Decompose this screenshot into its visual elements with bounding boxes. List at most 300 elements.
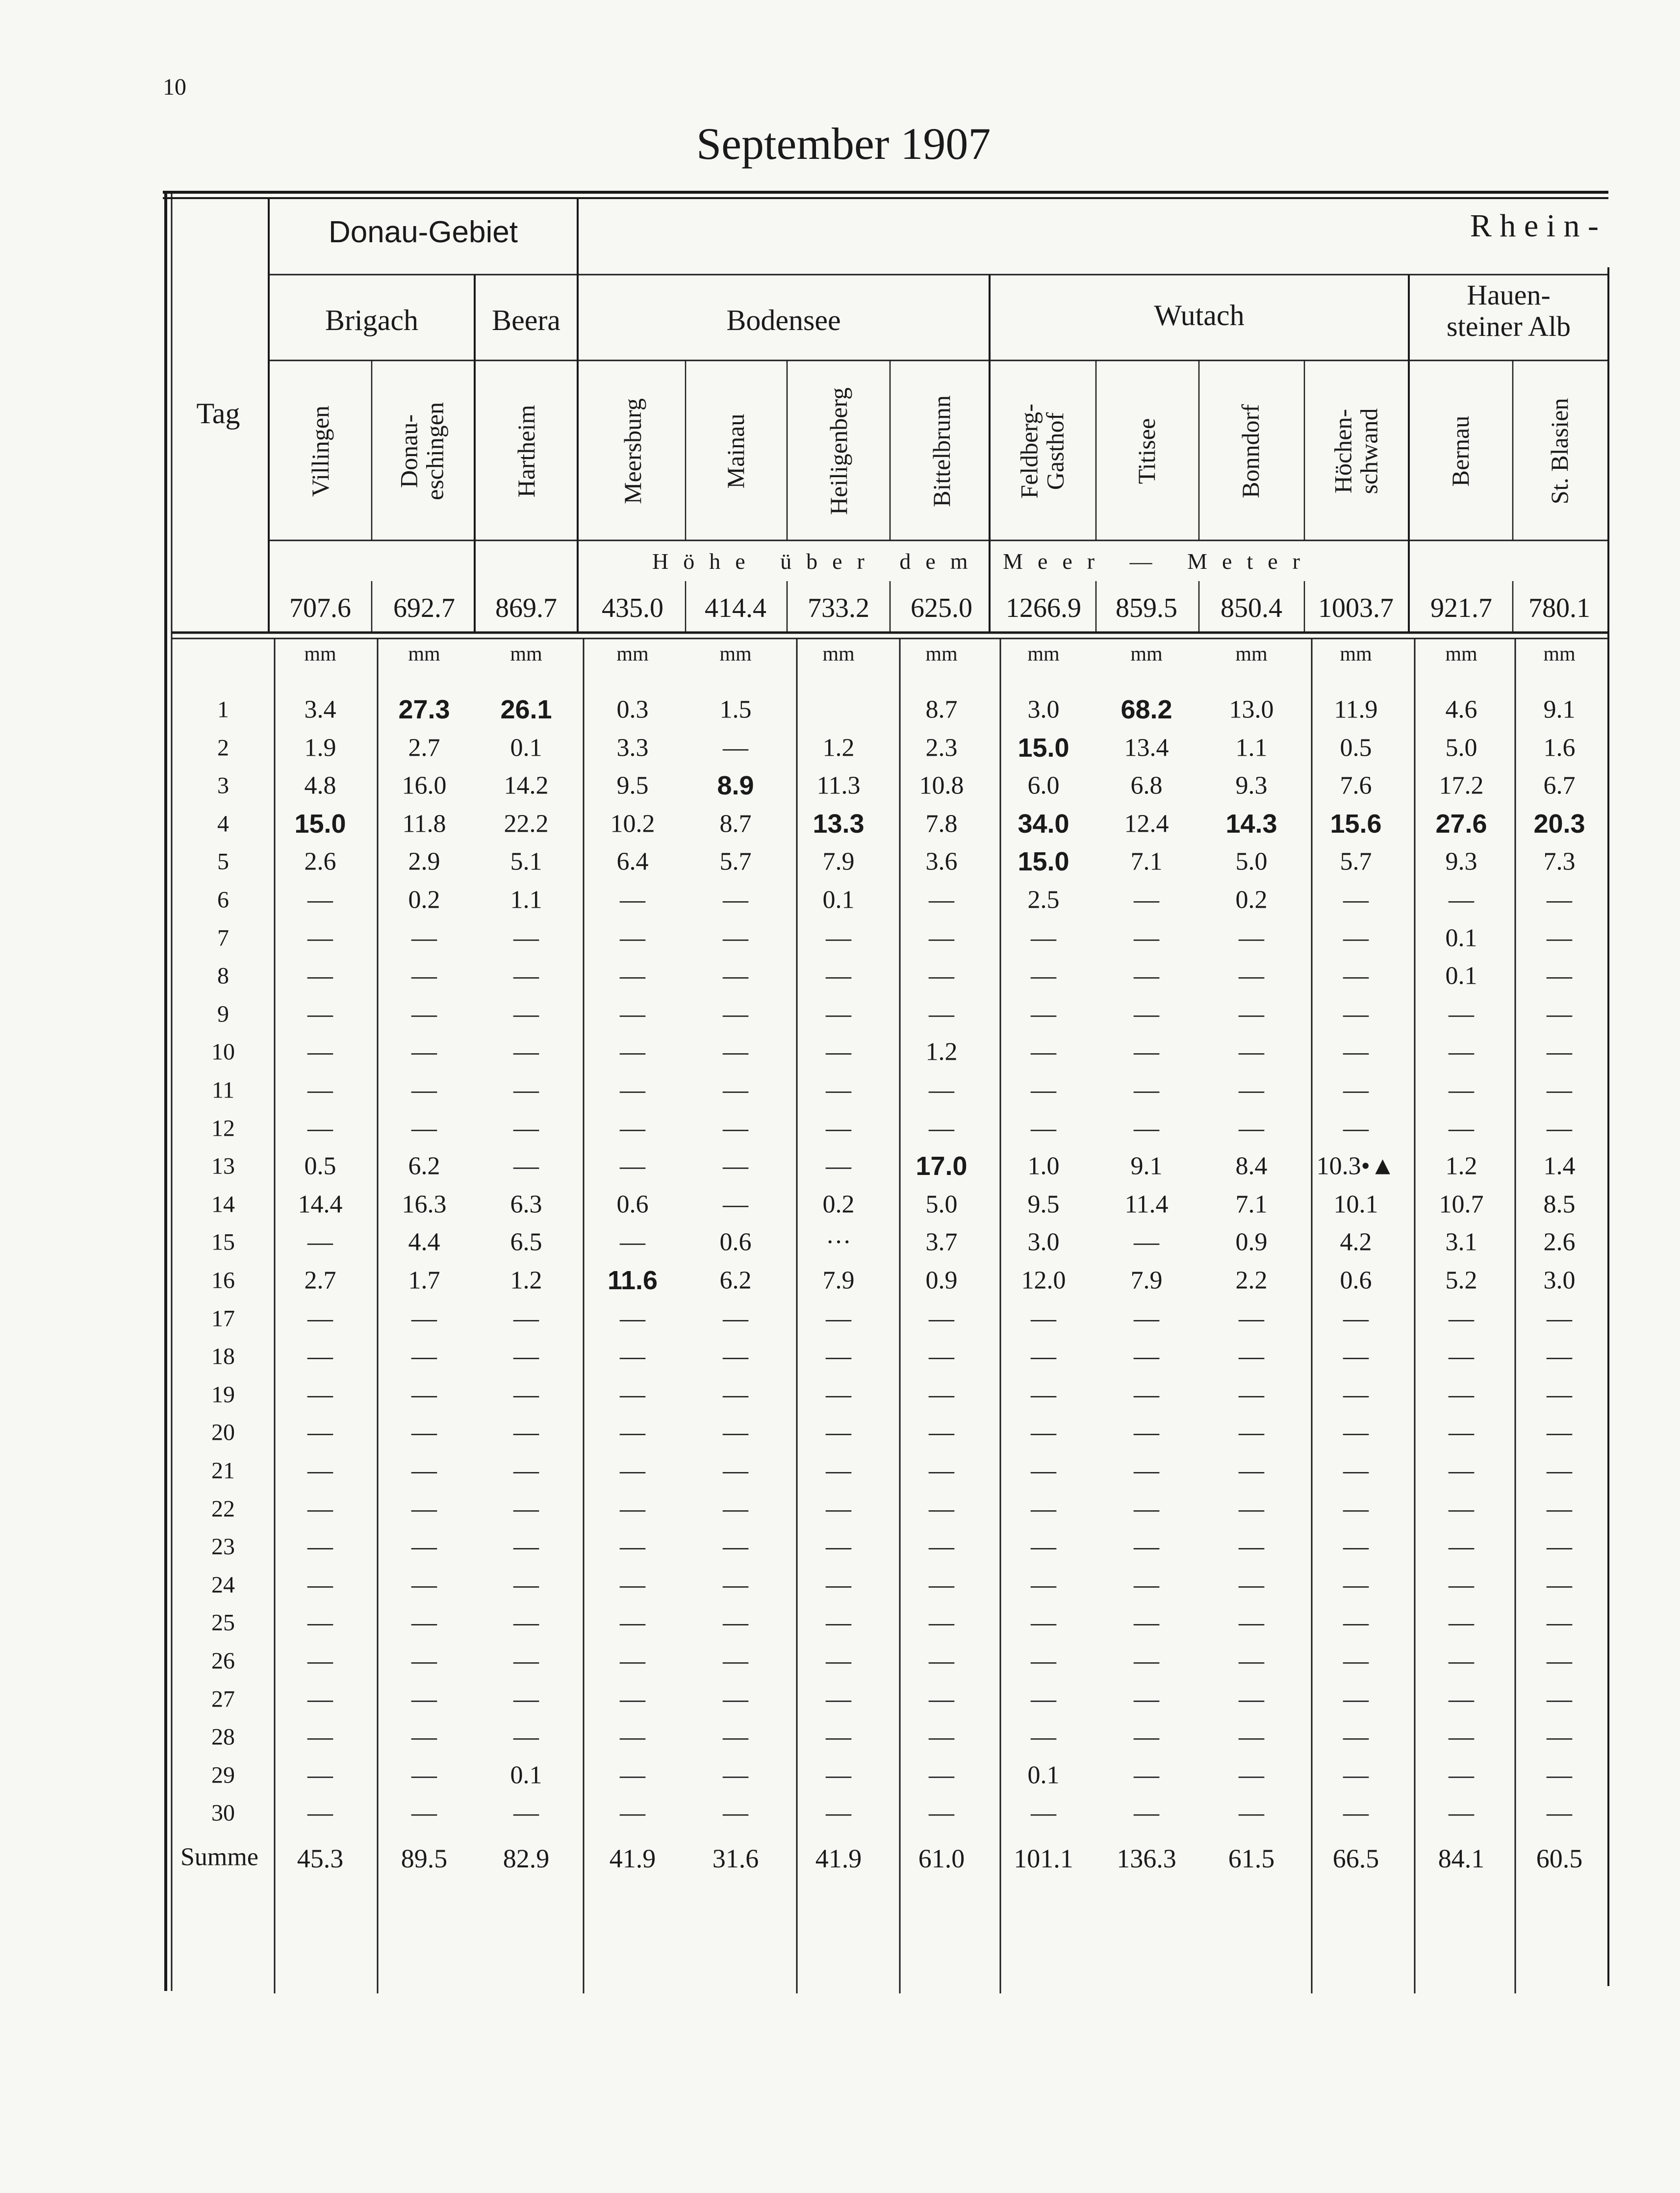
table-cell: 0.2 (408, 886, 440, 914)
table-cell: 11.4 (1124, 1190, 1169, 1219)
day-label: 25 (211, 1609, 235, 1636)
table-cell: — (620, 1380, 645, 1409)
table-cell: — (929, 1761, 954, 1789)
table-cell: 3.1 (1445, 1228, 1477, 1256)
sum-cell: 66.5 (1332, 1844, 1379, 1873)
unit-label: mm (1340, 643, 1372, 665)
table-cell: 1.2 (510, 1266, 542, 1295)
table-cell: — (1134, 1000, 1159, 1028)
table-cell: — (307, 1532, 333, 1561)
table-cell: — (1239, 1571, 1264, 1599)
table-cell: — (1547, 1685, 1572, 1713)
table-cell: — (1547, 1647, 1572, 1675)
table-cell: 3.0 (1543, 1266, 1576, 1295)
region-rhein-header: R h e i n - (1470, 208, 1599, 244)
table-cell: — (723, 1114, 748, 1143)
table-cell: 6.2 (719, 1266, 752, 1295)
table-cell: 5.0 (925, 1190, 958, 1219)
table-cell: 10.2 (610, 810, 655, 838)
table-cell: — (1134, 1228, 1159, 1256)
table-cell: 8.9 (717, 771, 754, 801)
table-cell: 1.2 (925, 1038, 958, 1066)
table-cell: — (1449, 1304, 1474, 1333)
station-name: Titisee (1132, 418, 1160, 484)
day-label: 4 (217, 811, 229, 837)
table-cell: — (620, 1000, 645, 1028)
table-cell: — (1031, 1380, 1056, 1409)
table-cell: — (307, 1342, 333, 1371)
table-cell: 12.0 (1021, 1266, 1066, 1295)
table-cell: — (513, 1456, 539, 1485)
table-cell: 20.3 (1533, 809, 1585, 839)
table-cell: — (723, 1456, 748, 1485)
table-cell: 2.5 (1027, 886, 1060, 914)
table-cell: — (620, 924, 645, 952)
table-cell: — (307, 1571, 333, 1599)
table-cell: — (1343, 1799, 1369, 1827)
table-cell: 1.1 (1235, 734, 1268, 762)
table-cell: — (1031, 1038, 1056, 1066)
table-cell: — (1343, 1076, 1369, 1104)
table-cell: 0.6 (1340, 1266, 1372, 1295)
table-cell: — (723, 924, 748, 952)
table-cell: 2.3 (925, 734, 958, 762)
table-cell: — (307, 1647, 333, 1675)
table-cell: 8.4 (1235, 1152, 1268, 1180)
table-cell: — (620, 1495, 645, 1523)
table-cell: — (1449, 1571, 1474, 1599)
sum-cell: 84.1 (1438, 1844, 1485, 1873)
sum-cell: 61.5 (1228, 1844, 1275, 1873)
table-cell: — (1134, 1723, 1159, 1751)
table-cell: — (1031, 1608, 1056, 1637)
table-cell: — (411, 1114, 437, 1143)
table-cell: 9.3 (1235, 771, 1268, 800)
table-cell: — (723, 1495, 748, 1523)
table-cell: 11.3 (816, 771, 861, 800)
table-cell: — (1134, 924, 1159, 952)
table-cell: 0.5 (1340, 734, 1372, 762)
table-cell: — (411, 1571, 437, 1599)
sum-cell: 45.3 (297, 1844, 344, 1873)
table-cell: — (411, 1799, 437, 1827)
table-cell: 0.6 (616, 1190, 649, 1219)
table-cell: 3.0 (1027, 1228, 1060, 1256)
table-cell: — (1547, 1000, 1572, 1028)
table-cell: — (620, 1799, 645, 1827)
station-elevation: 707.6 (289, 593, 351, 623)
table-cell: — (1547, 1114, 1572, 1143)
table-cell: 7.1 (1235, 1190, 1268, 1219)
table-cell: — (929, 924, 954, 952)
table-cell: — (307, 1495, 333, 1523)
table-cell: — (929, 1456, 954, 1485)
table-cell: — (929, 1342, 954, 1371)
table-cell: — (307, 1456, 333, 1485)
table-cell: — (411, 924, 437, 952)
table-cell: — (723, 1152, 748, 1180)
table-cell: 0.9 (1235, 1228, 1268, 1256)
table-cell: — (307, 886, 333, 914)
table-cell: 2.6 (1543, 1228, 1576, 1256)
table-cell: 2.7 (408, 734, 440, 762)
table-cell: 9.1 (1130, 1152, 1163, 1180)
table-cell: — (411, 1038, 437, 1066)
table-cell: 13.3 (813, 809, 865, 839)
table-cell: — (826, 1799, 851, 1827)
table-cell: — (411, 1342, 437, 1371)
table-cell: 13.4 (1124, 734, 1169, 762)
table-cell: — (1031, 1685, 1056, 1713)
table-cell: — (620, 1114, 645, 1143)
table-cell: 10.1 (1333, 1190, 1378, 1219)
table-cell: — (723, 1799, 748, 1827)
station-elevation: 869.7 (495, 593, 557, 623)
table-cell: — (1134, 1799, 1159, 1827)
table-cell: — (307, 1418, 333, 1447)
day-label: 27 (211, 1686, 235, 1712)
table-cell: — (826, 1495, 851, 1523)
station-name: Bittelbrunn (927, 395, 955, 507)
table-cell: ··· (826, 1228, 851, 1256)
table-cell: — (513, 924, 539, 952)
table-cell: 22.2 (504, 810, 549, 838)
unit-label: mm (1543, 643, 1576, 665)
table-cell: — (1134, 1304, 1159, 1333)
table-cell: — (1343, 1761, 1369, 1789)
table-cell: — (1239, 1304, 1264, 1333)
day-label: 16 (211, 1267, 235, 1294)
table-cell: — (620, 962, 645, 990)
table-cell: — (307, 1608, 333, 1637)
unit-label: mm (1235, 643, 1268, 665)
day-label: 5 (217, 848, 229, 875)
table-cell: — (826, 924, 851, 952)
table-cell: — (411, 1608, 437, 1637)
table-cell: — (1547, 1380, 1572, 1409)
table-cell: — (723, 1685, 748, 1713)
table-cell: — (1134, 1038, 1159, 1066)
table-cell: — (620, 1456, 645, 1485)
table-cell: — (929, 1532, 954, 1561)
table-cell: 1.0 (1027, 1152, 1060, 1180)
table-cell: — (1343, 1000, 1369, 1028)
table-cell: — (1239, 1418, 1264, 1447)
table-cell: — (513, 1532, 539, 1561)
day-label: 11 (211, 1077, 235, 1103)
table-cell: — (1547, 1076, 1572, 1104)
table-cell: — (620, 1608, 645, 1637)
table-cell: — (929, 1608, 954, 1637)
table-cell: — (826, 1304, 851, 1333)
table-cell: — (723, 1076, 748, 1104)
table-cell: — (1449, 1456, 1474, 1485)
sum-cell: 101.1 (1014, 1844, 1073, 1873)
sum-cell: 136.3 (1117, 1844, 1176, 1873)
day-label: 8 (217, 963, 229, 989)
table-cell: — (1031, 1304, 1056, 1333)
station-name: Feldberg- Gasthof (1015, 404, 1069, 499)
group-hauensteiner-alb: Hauen- steiner Alb (1447, 279, 1571, 342)
table-cell: — (513, 1571, 539, 1599)
table-cell: — (723, 1647, 748, 1675)
unit-label: mm (408, 643, 440, 665)
table-cell: — (411, 1418, 437, 1447)
table-cell: 9.5 (1027, 1190, 1060, 1219)
table-cell: 16.0 (402, 771, 447, 800)
table-cell: — (826, 1685, 851, 1713)
table-cell: — (1343, 1532, 1369, 1561)
table-cell: 17.0 (916, 1151, 967, 1181)
table-cell: — (1343, 1647, 1369, 1675)
table-cell: 9.1 (1543, 695, 1576, 724)
day-label: 10 (211, 1039, 235, 1065)
table-cell: — (1547, 1495, 1572, 1523)
table-cell: 2.6 (304, 847, 336, 876)
table-cell: — (1031, 1342, 1056, 1371)
table-cell: — (1343, 1608, 1369, 1637)
day-label: 23 (211, 1533, 235, 1560)
table-cell: — (1547, 1532, 1572, 1561)
table-cell: — (1547, 1304, 1572, 1333)
station-elevation: 625.0 (911, 593, 972, 623)
table-cell: — (1449, 1418, 1474, 1447)
elevation-label: Höhe über dem Meer — Meter (652, 549, 1315, 574)
day-label: 14 (211, 1191, 235, 1218)
day-label: 13 (211, 1153, 235, 1179)
table-cell: — (929, 1571, 954, 1599)
table-cell: — (1449, 1076, 1474, 1104)
table-cell: — (826, 1038, 851, 1066)
table-cell: — (1547, 1456, 1572, 1485)
table-cell: — (1031, 1723, 1056, 1751)
table-cell: 0.1 (1445, 924, 1477, 952)
sum-cell: 31.6 (712, 1844, 759, 1873)
table-cell: — (1031, 1495, 1056, 1523)
day-label: 24 (211, 1572, 235, 1598)
table-cell: — (307, 924, 333, 952)
table-cell: — (723, 1342, 748, 1371)
table-cell: — (1343, 1114, 1369, 1143)
table-cell: — (1449, 886, 1474, 914)
table-cell: 10.3•▲ (1316, 1152, 1396, 1180)
table-cell: — (620, 1228, 645, 1256)
table-cell: — (411, 1456, 437, 1485)
table-cell: — (826, 1532, 851, 1561)
table-cell: — (1134, 1571, 1159, 1599)
table-cell: — (723, 1304, 748, 1333)
table-cell: — (1547, 924, 1572, 952)
table-cell: 12.4 (1124, 810, 1169, 838)
table-cell: — (1134, 1456, 1159, 1485)
group-bodensee: Bodensee (726, 304, 841, 336)
table-cell: 11.9 (1334, 695, 1378, 724)
table-cell: 68.2 (1120, 695, 1172, 724)
table-cell: 15.6 (1330, 809, 1382, 839)
day-label: 9 (217, 1001, 229, 1027)
table-cell: — (1031, 1647, 1056, 1675)
sum-cell: 41.9 (609, 1844, 656, 1873)
table-cell: — (826, 1152, 851, 1180)
table-cell: 3.0 (1027, 695, 1060, 724)
table-cell: 0.1 (510, 734, 542, 762)
table-cell: — (1343, 1723, 1369, 1751)
station-name: Höchen- schwand (1329, 408, 1382, 494)
table-cell: — (929, 886, 954, 914)
table-cell: — (411, 1647, 437, 1675)
table-cell: — (513, 1304, 539, 1333)
table-cell: — (929, 1380, 954, 1409)
table-cell: — (513, 1114, 539, 1143)
day-label: 26 (211, 1648, 235, 1674)
table-cell: — (307, 1685, 333, 1713)
unit-label: mm (1445, 643, 1477, 665)
table-cell: 4.6 (1445, 695, 1477, 724)
table-cell: — (513, 1380, 539, 1409)
table-cell: — (1134, 886, 1159, 914)
table-cell: 10.7 (1439, 1190, 1484, 1219)
table-cell: 0.3 (616, 695, 649, 724)
table-cell: — (513, 1342, 539, 1371)
table-cell: — (826, 1342, 851, 1371)
day-label: 30 (211, 1800, 235, 1826)
station-name: Hartheim (512, 405, 540, 498)
table-cell: — (1134, 1418, 1159, 1447)
table-cell: — (513, 1647, 539, 1675)
table-cell: — (1134, 1495, 1159, 1523)
table-cell: — (1031, 1114, 1056, 1143)
table-cell: 14.3 (1225, 809, 1277, 839)
table-cell: 1.7 (408, 1266, 440, 1295)
table-cell: 0.2 (822, 1190, 855, 1219)
table-cell: — (1449, 1342, 1474, 1371)
table-cell: — (620, 886, 645, 914)
table-cell: 1.9 (304, 734, 336, 762)
table-cell: — (411, 1685, 437, 1713)
table-cell: — (513, 962, 539, 990)
day-label: 18 (211, 1343, 235, 1370)
table-cell: — (1031, 1418, 1056, 1447)
region-donau-header: Donau-Gebiet (328, 215, 518, 249)
table-cell: 6.7 (1543, 771, 1576, 800)
table-cell: — (513, 1608, 539, 1637)
table-cell: — (411, 1076, 437, 1104)
table-cell: — (307, 962, 333, 990)
table-cell: 7.6 (1340, 771, 1372, 800)
table-cell: — (929, 1304, 954, 1333)
table-cell: — (620, 1152, 645, 1180)
table-cell: — (307, 1761, 333, 1789)
table-cell: 8.7 (719, 810, 752, 838)
table-cell: — (723, 1190, 748, 1219)
group-beera: Beera (492, 304, 560, 336)
table-cell: — (929, 1114, 954, 1143)
table-cell: — (1239, 1038, 1264, 1066)
table-cell: — (1031, 1000, 1056, 1028)
table-cell: — (1449, 1647, 1474, 1675)
table-cell: — (1134, 1076, 1159, 1104)
table-cell: — (826, 1076, 851, 1104)
table-cell: — (307, 1076, 333, 1104)
table-cell: 8.5 (1543, 1190, 1576, 1219)
day-label: 22 (211, 1496, 235, 1522)
table-cell: — (1239, 924, 1264, 952)
table-cell: — (1031, 1571, 1056, 1599)
day-label: 3 (217, 772, 229, 799)
table-cell: 26.1 (500, 695, 552, 724)
station-name: Meersburg (618, 398, 646, 504)
table-cell: 11.6 (607, 1266, 658, 1295)
table-cell: 34.0 (1018, 809, 1069, 839)
table-cell: — (307, 1304, 333, 1333)
table-cell: 2.2 (1235, 1266, 1268, 1295)
table-cell: — (620, 1304, 645, 1333)
table-cell: — (1134, 1532, 1159, 1561)
table-cell: 0.1 (1445, 962, 1477, 990)
table-cell: — (1449, 1532, 1474, 1561)
table-cell: — (620, 1038, 645, 1066)
table-cell: — (1449, 1495, 1474, 1523)
table-cell: 14.2 (504, 771, 549, 800)
table-cell: — (1343, 924, 1369, 952)
table-cell: 6.4 (616, 847, 649, 876)
table-cell: 11.8 (402, 810, 446, 838)
table-cell: 15.0 (294, 809, 346, 839)
table-cell: — (826, 1761, 851, 1789)
table-cell: — (1343, 1418, 1369, 1447)
table-cell: — (1449, 1761, 1474, 1789)
unit-label: mm (616, 643, 649, 665)
table-cell: 0.9 (925, 1266, 958, 1295)
day-label: 29 (211, 1762, 235, 1788)
sum-cell: 89.5 (401, 1844, 448, 1873)
table-cell: — (307, 1723, 333, 1751)
day-label: 2 (217, 735, 229, 761)
table-cell: 27.6 (1435, 809, 1487, 839)
table-cell: — (929, 1000, 954, 1028)
table-cell: — (1547, 1608, 1572, 1637)
table-cell: 3.4 (304, 695, 336, 724)
table-cell: 15.0 (1018, 733, 1069, 763)
day-label: 21 (211, 1457, 235, 1484)
table-cell: — (513, 1076, 539, 1104)
table-cell: — (620, 1723, 645, 1751)
table-cell: 0.2 (1235, 886, 1268, 914)
station-elevation: 850.4 (1221, 593, 1282, 623)
page-number: 10 (163, 74, 186, 100)
table-cell: — (307, 1228, 333, 1256)
table-cell: — (1547, 1342, 1572, 1371)
table-cell: — (307, 1000, 333, 1028)
table-cell: — (1449, 1685, 1474, 1713)
table-cell: — (1449, 1000, 1474, 1028)
table-cell: — (307, 1038, 333, 1066)
sum-cell: 82.9 (503, 1844, 550, 1873)
table-cell: — (723, 1532, 748, 1561)
station-name: Donau- eschingen (395, 402, 448, 500)
table-cell: — (513, 1038, 539, 1066)
table-cell: — (723, 1723, 748, 1751)
table-cell: — (513, 1723, 539, 1751)
table-cell: — (826, 1456, 851, 1485)
table-cell: — (1547, 1418, 1572, 1447)
table-cell: — (411, 962, 437, 990)
table-cell: — (723, 1000, 748, 1028)
table-cell: — (1031, 1456, 1056, 1485)
station-name: Villingen (306, 406, 334, 497)
table-cell: 15.0 (1018, 847, 1069, 877)
table-cell: — (620, 1761, 645, 1789)
